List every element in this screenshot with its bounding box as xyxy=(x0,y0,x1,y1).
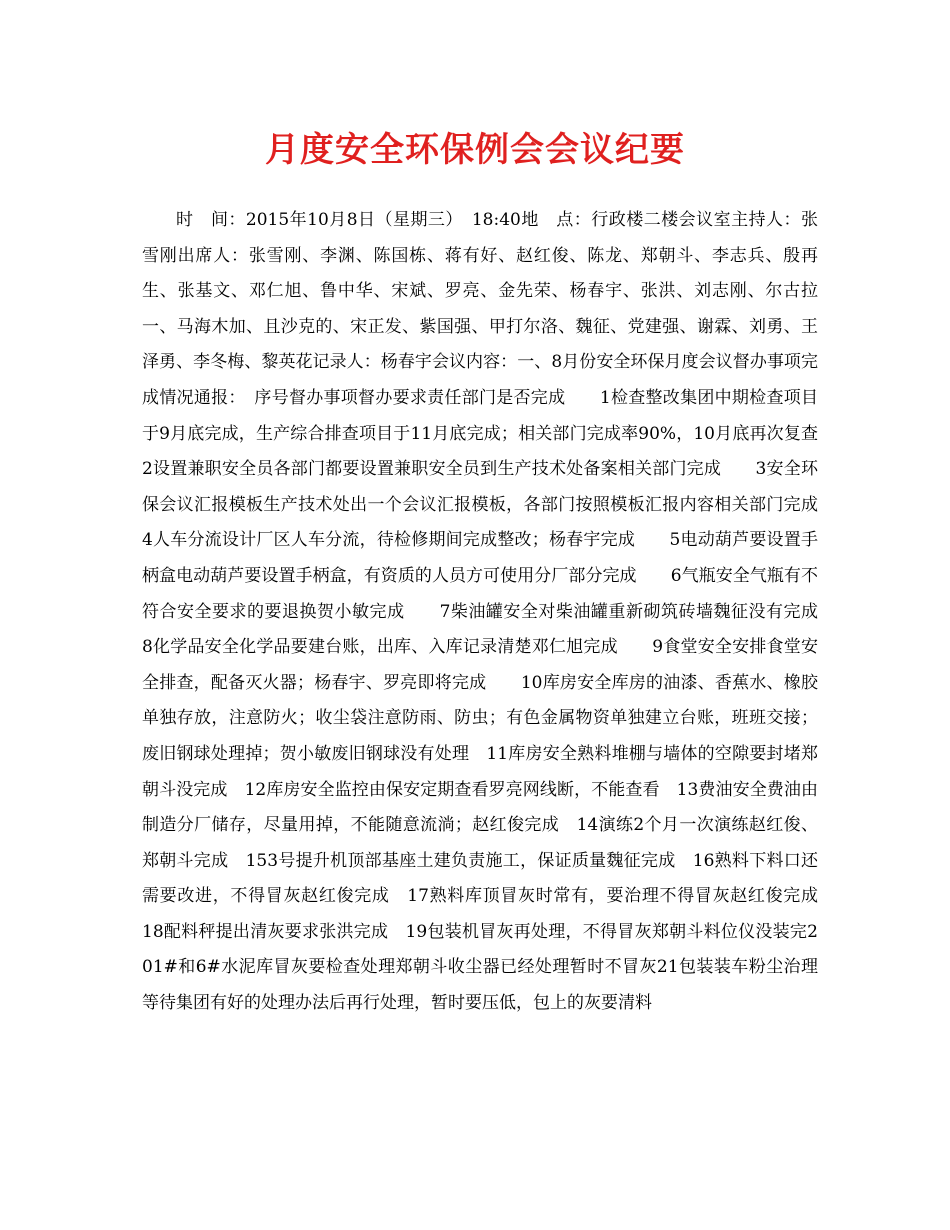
document-body-paragraph: 时 间：2015年10月8日（星期三） 18:40地 点：行政楼二楼会议室主持人：张雪刚出席人：张雪刚、李渊、陈国栋、蒋有好、赵红俊、陈龙、郑朝斗、李志兵、殷再生、张基文、邓仁旭、鲁中华、宋斌、罗亮、金先荣、杨春宇、张洪、刘志刚、尔古拉一、马海木加、且沙克的、宋正发、紫国强、甲打尔洛、魏征、党建强、谢霖、刘勇、王泽勇、李冬梅、黎英花记录人：杨春宇会议内容：一、8月份安全环保月度会议督办事项完成情况通报： 序号督办事项督办要求责任部门是否完成 1检查整改集团中期检查项目于9月底完成，生产综合排查项目于11月底完成；相关部门完成率90%，10月底再次复查 2设置兼职安全员各部门都要设置兼职安全员到生产技术处备案相关部门完成 3安全环保会议汇报模板生产技术处出一个会议汇报模板，各部门按照模板汇报内容相关部门完成 4人车分流设计厂区人车分流，待检修期间完成整改；杨春宇完成 5电动葫芦要设置手柄盒电动葫芦要设置手柄盒，有资质的人员方可使用分厂部分完成 6气瓶安全气瓶有不符合安全要求的要退换贺小敏完成 7柴油罐安全对柴油罐重新砌筑砖墙魏征没有完成 8化学品安全化学品要建台账，出库、入库记录清楚邓仁旭完成 9食堂安全安排食堂安全排查，配备灭火器；杨春宇、罗亮即将完成 10库房安全库房的油漆、香蕉水、橡胶单独存放，注意防火；收尘袋注意防雨、防虫；有色金属物资单独建立台账，班班交接；废旧钢球处理掉；贺小敏废旧钢球没有处理 11库房安全熟料堆棚与墙体的空隙要封堵郑朝斗没完成 12库房安全监控由保安定期查看罗亮网线断，不能查看 13费油安全费油由制造分厂储存，尽量用掉，不能随意流淌；赵红俊完成 14演练2个月一次演练赵红俊、郑朝斗完成 153号提升机顶部基座土建负责施工，保证质量魏征完成 16熟料下料口还需要改进，不得冒灰赵红俊完成 17熟料库顶冒灰时常有，要治理不得冒灰赵红俊完成 18配料秤提出清灰要求张洪完成 19包装机冒灰再处理，不得冒灰郑朝斗料位仪没装完201#和6#水泥库冒灰要检查处理郑朝斗收尘器已经处理暂时不冒灰21包装装车粉尘治理等待集团有好的处理办法后再行处理，暂时要压低，包上的灰要清料 xyxy=(142,210,852,1014)
document-title: 月度安全环保例会会议纪要 xyxy=(265,130,685,170)
